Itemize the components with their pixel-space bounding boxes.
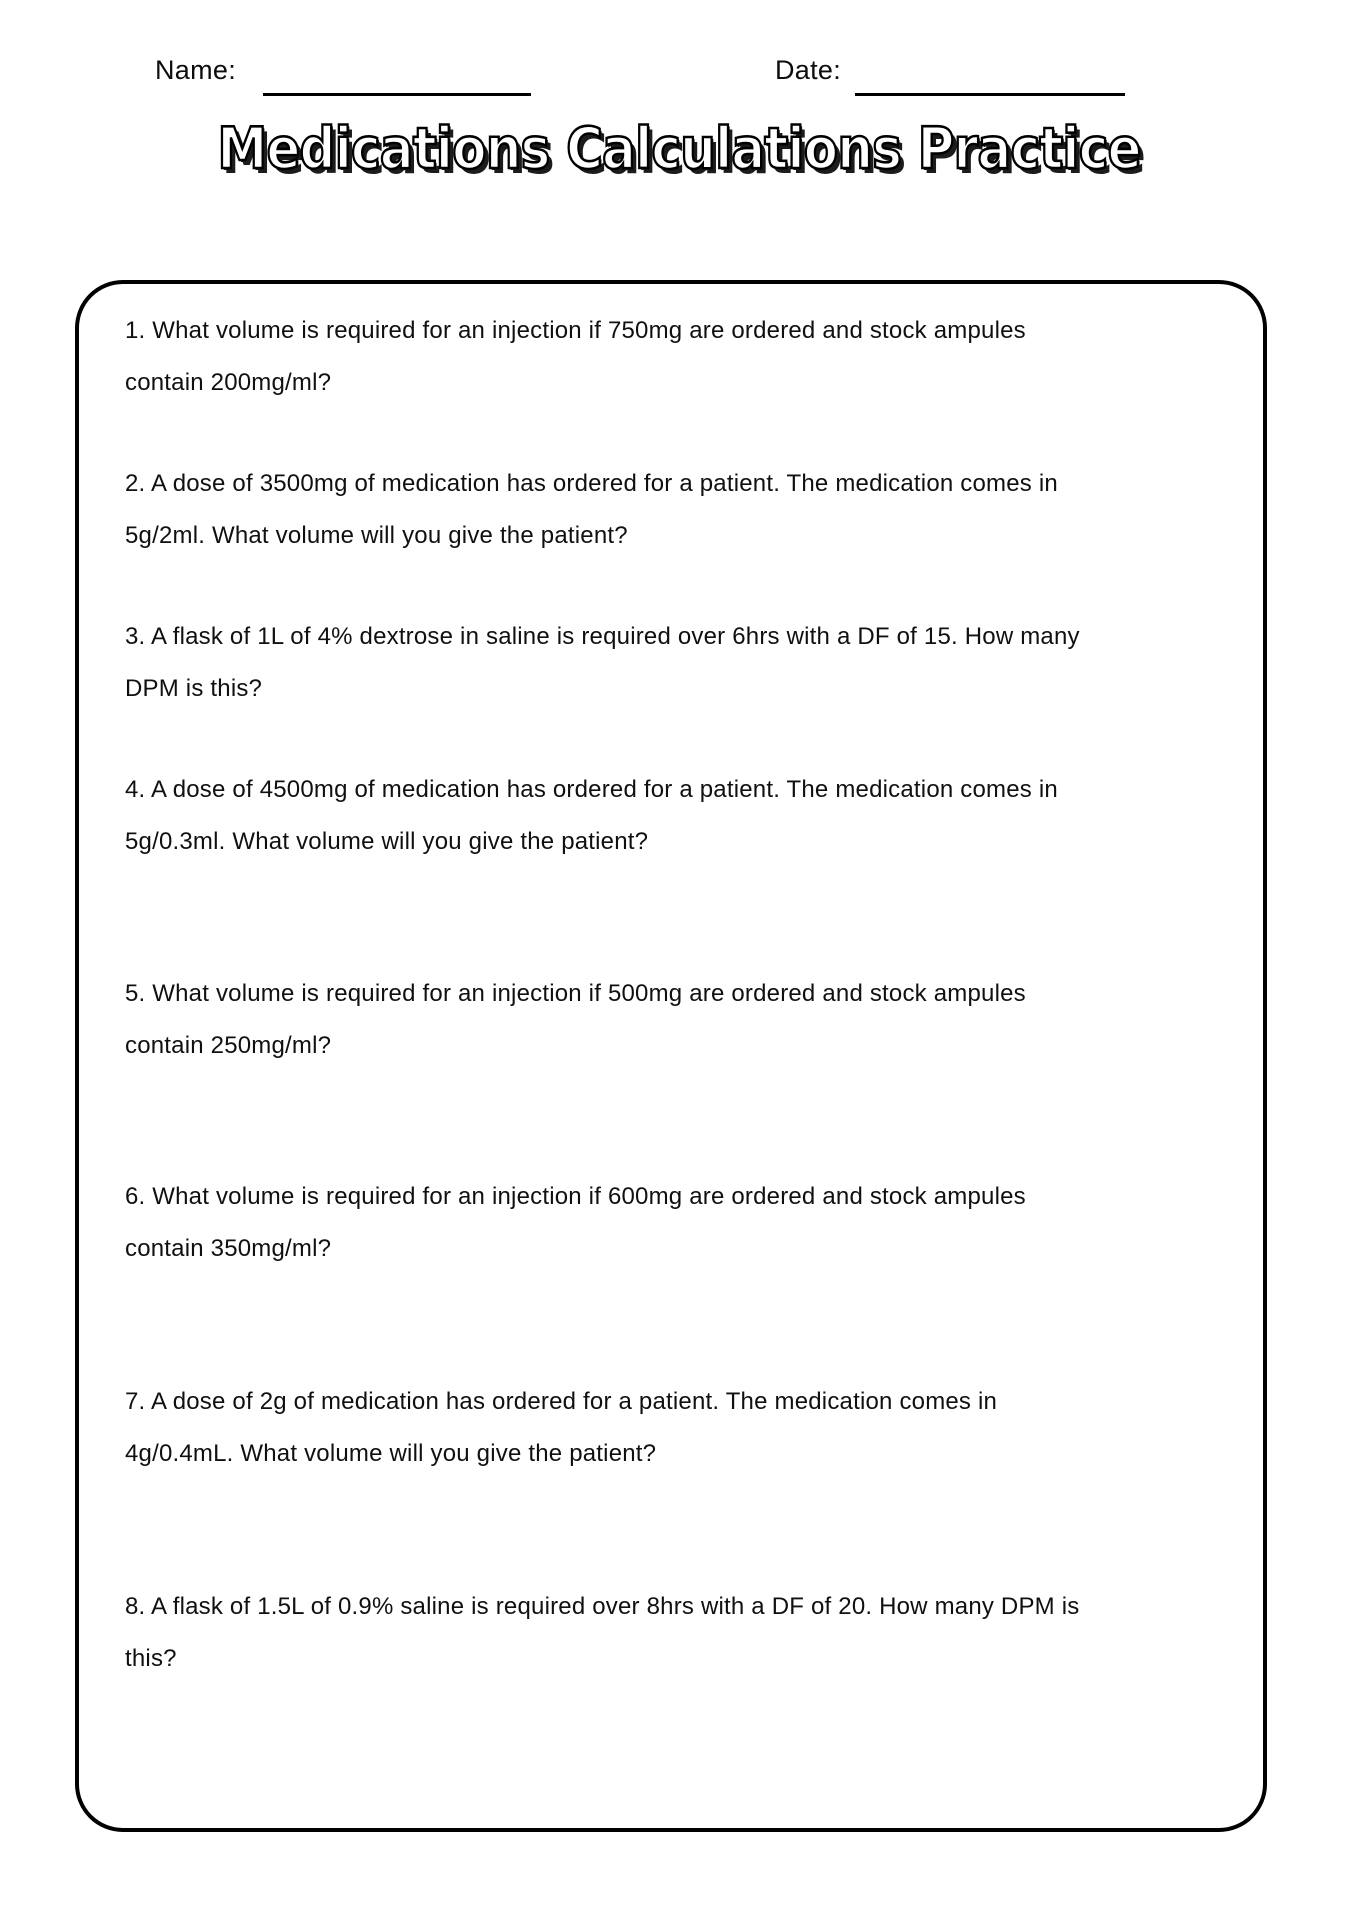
question-3-line-2: DPM is this?	[125, 675, 263, 702]
question-7-line-2: 4g/0.4mL. What volume will you give the patient?	[125, 1440, 657, 1467]
question-5-line-1: 5. What volume is required for an injection if 500mg are ordered and stock ampules	[125, 980, 1026, 1007]
date-blank-line	[855, 93, 1125, 96]
question-4	[125, 764, 1245, 868]
question-2-line-2: 5g/2ml. What volume will you give the patient?	[125, 522, 628, 549]
question-3	[125, 611, 1245, 715]
question-3-line-1: 3. A flask of 1L of 4% dextrose in saline is required over 6hrs with a DF of 15. How many	[125, 623, 1080, 650]
question-8-line-2: this?	[125, 1645, 177, 1672]
question-7	[125, 1376, 1245, 1480]
worksheet-title: Medications Calculations Practice	[217, 116, 1141, 182]
question-6	[125, 1171, 1245, 1275]
question-5	[125, 968, 1245, 1072]
question-1	[125, 305, 1245, 409]
question-6-line-2: contain 350mg/ml?	[125, 1235, 332, 1262]
question-4-line-2: 5g/0.3ml. What volume will you give the patient?	[125, 828, 649, 855]
question-4-line-1: 4. A dose of 4500mg of medication has ordered for a patient. The medication comes in	[125, 776, 1058, 803]
question-5-line-2: contain 250mg/ml?	[125, 1032, 332, 1059]
name-label: Name:	[155, 55, 237, 85]
question-8	[125, 1581, 1245, 1685]
date-label: Date:	[775, 55, 842, 85]
question-2-line-1: 2. A dose of 3500mg of medication has ordered for a patient. The medication comes in	[125, 470, 1058, 497]
question-1-line-1: 1. What volume is required for an injection if 750mg are ordered and stock ampules	[125, 317, 1026, 344]
question-1-line-2: contain 200mg/ml?	[125, 369, 332, 396]
question-7-line-1: 7. A dose of 2g of medication has ordered for a patient. The medication comes in	[125, 1388, 998, 1415]
question-6-line-1: 6. What volume is required for an injection if 600mg are ordered and stock ampules	[125, 1183, 1026, 1210]
question-8-line-1: 8. A flask of 1.5L of 0.9% saline is required over 8hrs with a DF of 20. How many DPM is	[125, 1593, 1080, 1620]
question-2	[125, 458, 1245, 562]
name-blank-line	[263, 93, 531, 96]
